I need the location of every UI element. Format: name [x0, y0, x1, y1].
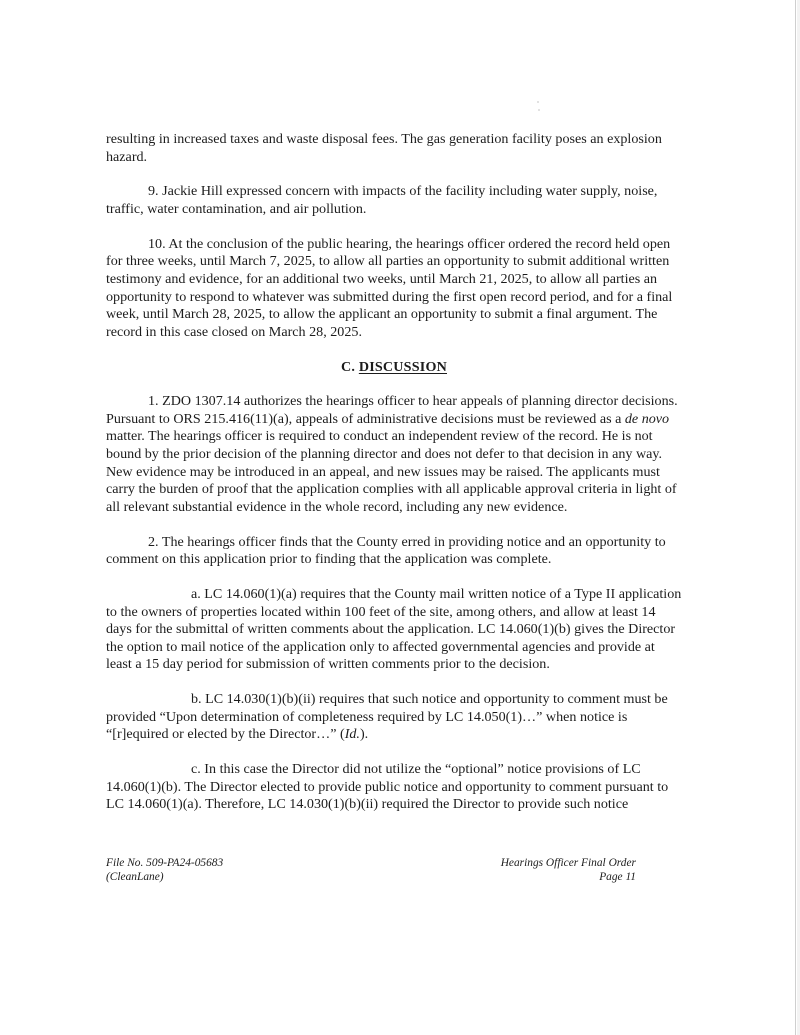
page-edge-line [795, 0, 796, 1035]
discussion-1-text-b: matter. The hearings officer is required to conduct an independent review of the record. He is not bound by the prior decision of the planning director and does not defer to that decision in any way. New evidence may be introduced in an appeal, and new issues may be raised. The applicants must carry the burden of proof that the application complies with all applicable approval criteria in light of all relevant substantial evidence in the whole record, including any new evidence. [106, 428, 677, 515]
section-heading-prefix: C. [340, 358, 356, 375]
discussion-paragraph-1 [106, 393, 682, 516]
discussion-subparagraph-b [106, 691, 682, 744]
discussion-b-text-a: b. LC 14.030(1)(b)(ii) requires that such notice and opportunity to comment must be provided “Upon determination of completeness required by LC 14.050(1)…” when notice is “[r]equired or elected by the Director…” ( [106, 691, 668, 743]
section-heading [106, 359, 682, 377]
paragraph-9: 9. Jackie Hill expressed concern with impacts of the facility including water supply, noise, traffic, water contamination, and air pollution. [106, 183, 658, 217]
section-heading-title: DISCUSSION [358, 358, 447, 375]
paragraph-continuation: resulting in increased taxes and waste disposal fees. The gas generation facility poses an explosion hazard. [106, 131, 662, 165]
scan-speck [537, 101, 539, 103]
footer-page-number: Page 11 [599, 871, 636, 883]
footer-document-title: Hearings Officer Final Order [500, 857, 636, 869]
discussion-subparagraph-c: c. In this case the Director did not utilize the “optional” notice provisions of LC 14.060(1)(b). The Director elected to provide public notice and opportunity to comment pursuant to LC 14.060(1)(a). Therefore, LC 14.030(1)(b)(ii) required the Director to provide such notice [106, 761, 669, 813]
footer-case-name: (CleanLane) [106, 871, 164, 883]
discussion-paragraph-2: 2. The hearings officer finds that the County erred in providing notice and an opportunity to comment on this application prior to finding that the application was complete. [106, 533, 666, 568]
discussion-1-italic: de novo [624, 410, 670, 427]
footer-right [501, 856, 636, 884]
discussion-subparagraph-a: a. LC 14.060(1)(a) requires that the County mail written notice of a Type II application to the owners of properties located within 100 feet of the site, among others, and allow at least 14 days for the submittal of written comments about the application. LC 14.060(1)(b) gives the Director the option to mail notice of the application only to affected governmental agencies and provide at least a 15 day period for submission of written comments prior to the decision. [106, 586, 682, 673]
scan-speck [538, 109, 540, 111]
discussion-b-italic: Id. [344, 726, 360, 743]
discussion-b-text-b: ). [359, 726, 369, 743]
footer-left [106, 856, 223, 884]
document-body [106, 131, 682, 831]
discussion-1-text-a: 1. ZDO 1307.14 authorizes the hearings officer to hear appeals of planning director decisions. Pursuant to ORS 215.416(11)(a), appeals of administrative decisions must be reviewed as a [106, 393, 678, 427]
footer-file-number: File No. 509-PA24-05683 [106, 857, 224, 869]
paragraph-10: 10. At the conclusion of the public hearing, the hearings officer ordered the record held open for three weeks, until March 7, 2025, to allow all parties an opportunity to submit additional written testimony and evidence, for an additional two weeks, until March 21, 2025, to allow all parties an opportunity to respond to whatever was submitted during the first open record period, and for a final week, until March 28, 2025, to allow the applicant an opportunity to submit a final argument. The record in this case closed on March 28, 2025. [106, 235, 673, 340]
